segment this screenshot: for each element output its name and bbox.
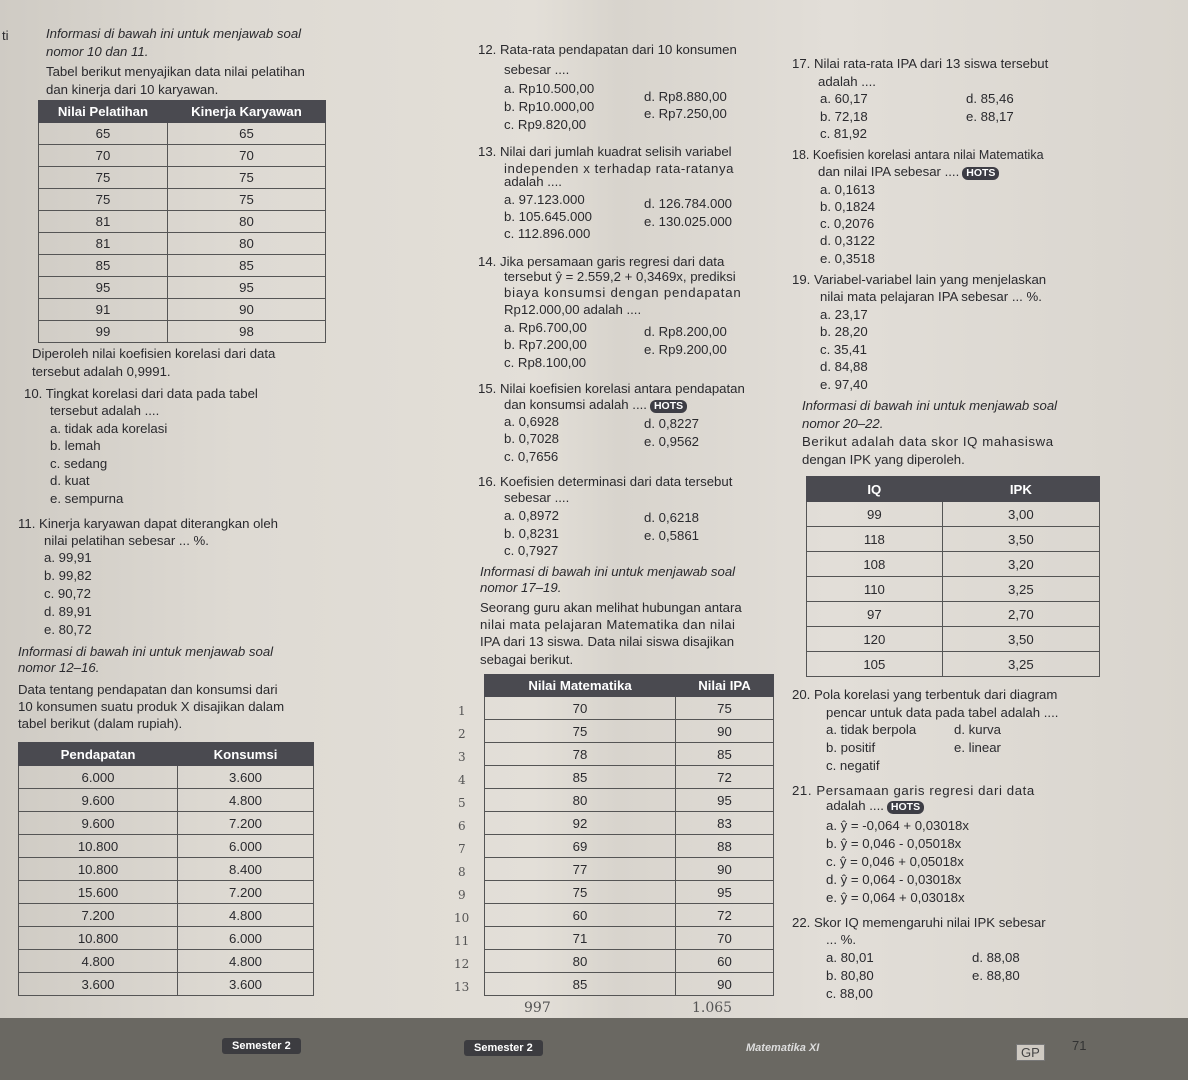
question-stem: 13. Nilai dari jumlah kuadrat selisih variabel bbox=[478, 144, 732, 159]
option: d. kuat bbox=[50, 473, 90, 488]
handwritten-number: 13 bbox=[454, 980, 470, 994]
option: e. 88,80 bbox=[972, 968, 1020, 983]
option: b. ŷ = 0,046 - 0,05018x bbox=[826, 836, 962, 851]
option: b. 0,8231 bbox=[504, 526, 559, 541]
question-stem: 12. Rata-rata pendapatan dari 10 konsumen bbox=[478, 42, 737, 57]
option: e. 97,40 bbox=[820, 377, 868, 392]
option: c. 0,7927 bbox=[504, 543, 559, 558]
info-text: nomor 20–22. bbox=[802, 416, 884, 431]
table-cell: 90 bbox=[676, 973, 774, 996]
option: c. 88,00 bbox=[826, 986, 873, 1001]
left-page bbox=[0, 0, 460, 1018]
table-cell: 8.400 bbox=[178, 858, 314, 881]
column-header: IPK bbox=[942, 477, 1099, 502]
table-row bbox=[485, 881, 774, 904]
table-row bbox=[39, 211, 326, 233]
table-cell: 85 bbox=[676, 743, 774, 766]
table-row bbox=[485, 927, 774, 950]
table-row bbox=[19, 881, 314, 904]
table-cell: 83 bbox=[676, 812, 774, 835]
info-text: Informasi di bawah ini untuk menjawab soal bbox=[46, 26, 302, 41]
table-cell: 92 bbox=[485, 812, 676, 835]
info-text: Informasi di bawah ini untuk menjawab soal bbox=[18, 644, 274, 659]
table-cell: 97 bbox=[807, 602, 943, 627]
table-cell: 4.800 bbox=[178, 789, 314, 812]
table-cell: 9.600 bbox=[19, 812, 178, 835]
column-header: Nilai Pelatihan bbox=[39, 101, 168, 123]
table-cell: 3,25 bbox=[942, 577, 1099, 602]
table-cell: 69 bbox=[485, 835, 676, 858]
table-cell: 3.600 bbox=[178, 973, 314, 996]
table-row bbox=[485, 766, 774, 789]
table-cell: 85 bbox=[485, 973, 676, 996]
table-cell: 90 bbox=[676, 720, 774, 743]
option: c. 90,72 bbox=[44, 586, 91, 601]
table-cell: 70 bbox=[167, 145, 325, 167]
stem-text: adalah .... bbox=[826, 798, 884, 813]
option: a. ŷ = -0,064 + 0,03018x bbox=[826, 818, 969, 833]
table-row bbox=[19, 904, 314, 927]
option: c. 35,41 bbox=[820, 342, 867, 357]
option: a. tidak berpola bbox=[826, 722, 917, 737]
handwritten-number: 3 bbox=[458, 750, 466, 764]
table-cell: 108 bbox=[807, 552, 943, 577]
note-text: tersebut adalah 0,9991. bbox=[32, 364, 171, 379]
table-row bbox=[39, 255, 326, 277]
info-text: Informasi di bawah ini untuk menjawab soal bbox=[802, 398, 1058, 413]
column-header: Konsumsi bbox=[178, 743, 314, 766]
table-cell: 85 bbox=[39, 255, 168, 277]
option: c. Rp8.100,00 bbox=[504, 355, 587, 370]
option: d. 0,8227 bbox=[644, 416, 699, 431]
option: d. Rp8.880,00 bbox=[644, 89, 727, 104]
table-cell: 99 bbox=[807, 502, 943, 527]
question-stem: 18. Koefisien korelasi antara nilai Matematika bbox=[792, 148, 1044, 162]
table-row bbox=[807, 652, 1100, 677]
question-stem bbox=[826, 798, 924, 814]
table-cell: 7.200 bbox=[178, 812, 314, 835]
column-header: Kinerja Karyawan bbox=[167, 101, 325, 123]
intro-text: dengan IPK yang diperoleh. bbox=[802, 452, 965, 467]
option: b. 99,82 bbox=[44, 568, 92, 583]
table-cell: 60 bbox=[485, 904, 676, 927]
option: d. Rp8.200,00 bbox=[644, 324, 727, 339]
table-row bbox=[39, 299, 326, 321]
option: c. ŷ = 0,046 + 0,05018x bbox=[826, 854, 964, 869]
question-stem: nilai mata pelajaran IPA sebesar ... %. bbox=[820, 289, 1042, 304]
option: c. 0,7656 bbox=[504, 449, 559, 464]
table-cell: 85 bbox=[167, 255, 325, 277]
option: b. 72,18 bbox=[820, 109, 868, 124]
question-stem: adalah .... bbox=[818, 74, 876, 89]
option: b. positif bbox=[826, 740, 876, 755]
info-text: nomor 17–19. bbox=[480, 580, 562, 595]
table-row bbox=[19, 973, 314, 996]
middle-column bbox=[452, 0, 782, 1018]
intro-text: Seorang guru akan melihat hubungan antara bbox=[480, 600, 742, 615]
table-cell: 10.800 bbox=[19, 835, 178, 858]
table-cell: 120 bbox=[807, 627, 943, 652]
option: a. 0,8972 bbox=[504, 508, 559, 523]
question-stem: sebesar .... bbox=[504, 490, 570, 505]
question-stem bbox=[818, 164, 999, 180]
table-cell: 3,00 bbox=[942, 502, 1099, 527]
table-cell: 95 bbox=[39, 277, 168, 299]
handwritten-number: 4 bbox=[458, 773, 466, 787]
question-stem: sebesar .... bbox=[504, 62, 570, 77]
subject-label: Matematika XI bbox=[746, 1042, 820, 1054]
table-cell: 7.200 bbox=[178, 881, 314, 904]
table-cell: 4.800 bbox=[178, 904, 314, 927]
option: c. negatif bbox=[826, 758, 880, 773]
table-cell: 98 bbox=[167, 321, 325, 343]
table-cell: 70 bbox=[676, 927, 774, 950]
option: b. Rp7.200,00 bbox=[504, 337, 587, 352]
table-cell: 95 bbox=[676, 881, 774, 904]
question-stem: 22. Skor IQ memengaruhi nilai IPK sebesar bbox=[792, 915, 1046, 930]
table-row bbox=[485, 904, 774, 927]
table-row bbox=[807, 527, 1100, 552]
table-cell: 75 bbox=[167, 167, 325, 189]
table-cell: 81 bbox=[39, 233, 168, 255]
table-cell: 81 bbox=[39, 211, 168, 233]
table-cell: 105 bbox=[807, 652, 943, 677]
table-cell: 95 bbox=[676, 789, 774, 812]
table-row bbox=[19, 835, 314, 858]
handwritten-number: 7 bbox=[458, 842, 466, 856]
column-header: Nilai IPA bbox=[676, 675, 774, 697]
table-row bbox=[485, 858, 774, 881]
table-cell: 85 bbox=[485, 766, 676, 789]
table-cell: 75 bbox=[39, 167, 168, 189]
table-cell: 4.800 bbox=[178, 950, 314, 973]
table-row bbox=[39, 277, 326, 299]
option: a. Rp6.700,00 bbox=[504, 320, 587, 335]
question-stem: adalah .... bbox=[504, 174, 562, 189]
intro-text: IPA dari 13 siswa. Data nilai siswa disajikan bbox=[480, 634, 735, 649]
table-cell: 65 bbox=[167, 123, 325, 145]
table-cell: 95 bbox=[167, 277, 325, 299]
table-cell: 6.000 bbox=[178, 927, 314, 950]
option: c. 112.896.000 bbox=[504, 226, 591, 241]
table-cell: 3,25 bbox=[942, 652, 1099, 677]
option: e. sempurna bbox=[50, 491, 124, 506]
page-footer bbox=[0, 1018, 1188, 1080]
table-row bbox=[485, 973, 774, 996]
semester-tab-left: Semester 2 bbox=[222, 1038, 301, 1054]
table-cell: 72 bbox=[676, 904, 774, 927]
intro-text: nilai mata pelajaran Matematika dan nilai bbox=[480, 617, 736, 632]
table-cell: 15.600 bbox=[19, 881, 178, 904]
table-cell: 88 bbox=[676, 835, 774, 858]
question-stem: Rp12.000,00 adalah .... bbox=[504, 302, 642, 317]
table-cell: 75 bbox=[167, 189, 325, 211]
table-row bbox=[39, 321, 326, 343]
iq-gpa-table bbox=[806, 476, 1100, 677]
handwritten-number: 10 bbox=[454, 911, 470, 925]
table-row bbox=[485, 697, 774, 720]
option: d. 0,3122 bbox=[820, 233, 875, 248]
option: e. Rp9.200,00 bbox=[644, 342, 727, 357]
table-row bbox=[19, 766, 314, 789]
question-stem: tersebut ŷ = 2.559,2 + 0,3469x, prediksi bbox=[504, 269, 736, 284]
table-cell: 60 bbox=[676, 950, 774, 973]
table-cell: 10.800 bbox=[19, 858, 178, 881]
table-row bbox=[19, 927, 314, 950]
question-stem: 16. Koefisien determinasi dari data tersebut bbox=[478, 474, 733, 489]
page-number: 71 bbox=[1072, 1038, 1087, 1053]
option: b. Rp10.000,00 bbox=[504, 99, 595, 114]
table-row bbox=[39, 145, 326, 167]
intro-text: Tabel berikut menyajikan data nilai pelatihan bbox=[46, 64, 305, 79]
table-cell: 6.000 bbox=[19, 766, 178, 789]
handwritten-number: 12 bbox=[454, 957, 470, 971]
intro-text: tabel berikut (dalam rupiah). bbox=[18, 716, 183, 731]
table-cell: 3.600 bbox=[178, 766, 314, 789]
hots-badge: HOTS bbox=[887, 801, 924, 814]
option: d. 85,46 bbox=[966, 91, 1014, 106]
table-row bbox=[39, 233, 326, 255]
option: a. 23,17 bbox=[820, 307, 868, 322]
option: a. 80,01 bbox=[826, 950, 874, 965]
table-cell: 75 bbox=[39, 189, 168, 211]
table-cell: 110 bbox=[807, 577, 943, 602]
training-performance-table bbox=[38, 100, 326, 343]
handwritten-number: 6 bbox=[458, 819, 466, 833]
handwritten-number: 5 bbox=[458, 796, 466, 810]
info-text: nomor 10 dan 11. bbox=[46, 44, 149, 59]
option: b. 0,1824 bbox=[820, 199, 875, 214]
option: e. 88,17 bbox=[966, 109, 1014, 124]
question-stem: 17. Nilai rata-rata IPA dari 13 siswa tersebut bbox=[792, 56, 1049, 71]
table-cell: 71 bbox=[485, 927, 676, 950]
table-row bbox=[485, 835, 774, 858]
table-cell: 70 bbox=[39, 145, 168, 167]
table-row bbox=[485, 812, 774, 835]
option: a. 60,17 bbox=[820, 91, 868, 106]
table-cell: 80 bbox=[167, 211, 325, 233]
option: a. 0,1613 bbox=[820, 182, 875, 197]
info-text: Informasi di bawah ini untuk menjawab soal bbox=[480, 564, 736, 579]
intro-text: sebagai berikut. bbox=[480, 652, 574, 667]
table-cell: 3,20 bbox=[942, 552, 1099, 577]
option: d. ŷ = 0,064 - 0,03018x bbox=[826, 872, 962, 887]
semester-tab-middle: Semester 2 bbox=[464, 1040, 543, 1056]
option: b. 105.645.000 bbox=[504, 209, 592, 224]
question-stem: pencar untuk data pada tabel adalah .... bbox=[826, 705, 1059, 720]
option: b. 80,80 bbox=[826, 968, 874, 983]
stem-text: dan nilai IPA sebesar .... bbox=[818, 164, 960, 179]
table-cell: 2,70 bbox=[942, 602, 1099, 627]
table-row bbox=[807, 577, 1100, 602]
table-row bbox=[807, 627, 1100, 652]
table-cell: 65 bbox=[39, 123, 168, 145]
table-cell: 7.200 bbox=[19, 904, 178, 927]
intro-text: Berikut adalah data skor IQ mahasiswa bbox=[802, 434, 1054, 449]
option: b. 28,20 bbox=[820, 324, 868, 339]
note-text: Diperoleh nilai koefisien korelasi dari data bbox=[32, 346, 276, 361]
table-row bbox=[39, 189, 326, 211]
publisher-logo: GP bbox=[1016, 1044, 1045, 1061]
table-row bbox=[485, 720, 774, 743]
option: d. 89,91 bbox=[44, 604, 92, 619]
option: d. kurva bbox=[954, 722, 1001, 737]
question-stem: 14. Jika persamaan garis regresi dari data bbox=[478, 254, 725, 269]
option: a. 97.123.000 bbox=[504, 192, 585, 207]
option: b. lemah bbox=[50, 438, 101, 453]
option: e. 0,9562 bbox=[644, 434, 699, 449]
table-row bbox=[485, 950, 774, 973]
table-cell: 10.800 bbox=[19, 927, 178, 950]
table-cell: 3,50 bbox=[942, 527, 1099, 552]
table-cell: 80 bbox=[167, 233, 325, 255]
question-stem: biaya konsumsi dengan pendapatan bbox=[504, 285, 742, 300]
table-row bbox=[19, 812, 314, 835]
table-row bbox=[807, 502, 1100, 527]
table-cell: 80 bbox=[485, 789, 676, 812]
intro-text: dan kinerja dari 10 karyawan. bbox=[46, 82, 219, 97]
right-page bbox=[790, 0, 1188, 1018]
option: a. 0,6928 bbox=[504, 414, 559, 429]
table-row bbox=[485, 789, 774, 812]
option: b. 0,7028 bbox=[504, 431, 559, 446]
table-cell: 75 bbox=[485, 881, 676, 904]
table-row bbox=[19, 789, 314, 812]
question-stem: 19. Variabel-variabel lain yang menjelaskan bbox=[792, 272, 1047, 287]
table-cell: 9.600 bbox=[19, 789, 178, 812]
table-cell: 75 bbox=[485, 720, 676, 743]
option: c. sedang bbox=[50, 456, 108, 471]
table-row bbox=[807, 602, 1100, 627]
table-cell: 70 bbox=[485, 697, 676, 720]
handwritten-number: 1 bbox=[458, 704, 466, 718]
option: e. 80,72 bbox=[44, 622, 92, 637]
table-cell: 78 bbox=[485, 743, 676, 766]
intro-text: 10 konsumen suatu produk X disajikan dalam bbox=[18, 699, 285, 714]
handwritten-sum-science: 1.065 bbox=[692, 1000, 733, 1016]
table-cell: 75 bbox=[676, 697, 774, 720]
table-row bbox=[39, 167, 326, 189]
question-stem bbox=[504, 397, 687, 413]
table-cell: 118 bbox=[807, 527, 943, 552]
income-consumption-table bbox=[18, 742, 314, 996]
table-cell: 90 bbox=[167, 299, 325, 321]
table-cell: 4.800 bbox=[19, 950, 178, 973]
table-cell: 3.600 bbox=[19, 973, 178, 996]
option: a. 99,91 bbox=[44, 550, 92, 565]
question-stem: ... %. bbox=[826, 932, 857, 947]
intro-text: Data tentang pendapatan dan konsumsi dari bbox=[18, 682, 278, 697]
cut-text: ti bbox=[2, 28, 9, 43]
handwritten-number: 2 bbox=[458, 727, 466, 741]
table-row bbox=[19, 950, 314, 973]
table-cell: 80 bbox=[485, 950, 676, 973]
stem-text: dan konsumsi adalah .... bbox=[504, 397, 647, 412]
column-header: IQ bbox=[807, 477, 943, 502]
handwritten-number: 11 bbox=[454, 934, 470, 948]
question-stem: 11. Kinerja karyawan dapat diterangkan oleh bbox=[18, 516, 279, 531]
question-stem: 20. Pola korelasi yang terbentuk dari diagram bbox=[792, 687, 1058, 702]
option: a. tidak ada korelasi bbox=[50, 421, 168, 436]
info-text: nomor 12–16. bbox=[18, 660, 100, 675]
option: d. 88,08 bbox=[972, 950, 1020, 965]
option: d. 0,6218 bbox=[644, 510, 699, 525]
option: e. Rp7.250,00 bbox=[644, 106, 727, 121]
table-cell: 77 bbox=[485, 858, 676, 881]
table-row bbox=[807, 552, 1100, 577]
handwritten-number: 8 bbox=[458, 865, 466, 879]
table-row bbox=[19, 858, 314, 881]
question-stem: tersebut adalah .... bbox=[50, 403, 160, 418]
option: c. Rp9.820,00 bbox=[504, 117, 587, 132]
hots-badge: HOTS bbox=[650, 400, 687, 413]
hots-badge: HOTS bbox=[962, 167, 999, 180]
column-header: Pendapatan bbox=[19, 743, 178, 766]
option: e. 0,5861 bbox=[644, 528, 699, 543]
question-stem: nilai pelatihan sebesar ... %. bbox=[44, 533, 209, 548]
handwritten-number: 9 bbox=[458, 888, 466, 902]
table-cell: 99 bbox=[39, 321, 168, 343]
table-row bbox=[39, 123, 326, 145]
table-cell: 90 bbox=[676, 858, 774, 881]
column-header: Nilai Matematika bbox=[485, 675, 676, 697]
question-stem: 15. Nilai koefisien korelasi antara pendapatan bbox=[478, 381, 745, 396]
option: c. 81,92 bbox=[820, 126, 867, 141]
option: e. linear bbox=[954, 740, 1001, 755]
option: d. 84,88 bbox=[820, 359, 868, 374]
option: e. 130.025.000 bbox=[644, 214, 732, 229]
handwritten-sum-math: 997 bbox=[524, 1000, 551, 1016]
option: e. 0,3518 bbox=[820, 251, 875, 266]
table-cell: 3,50 bbox=[942, 627, 1099, 652]
option: e. ŷ = 0,064 + 0,03018x bbox=[826, 890, 965, 905]
option: a. Rp10.500,00 bbox=[504, 81, 595, 96]
question-stem: 10. Tingkat korelasi dari data pada tabel bbox=[24, 386, 258, 401]
table-cell: 72 bbox=[676, 766, 774, 789]
table-cell: 91 bbox=[39, 299, 168, 321]
question-stem: 21. Persamaan garis regresi dari data bbox=[792, 783, 1035, 798]
option: c. 0,2076 bbox=[820, 216, 875, 231]
math-science-table bbox=[484, 674, 774, 996]
option: d. 126.784.000 bbox=[644, 196, 732, 211]
table-row bbox=[485, 743, 774, 766]
question-stem: independen x terhadap rata-ratanya bbox=[504, 161, 735, 176]
table-cell: 6.000 bbox=[178, 835, 314, 858]
